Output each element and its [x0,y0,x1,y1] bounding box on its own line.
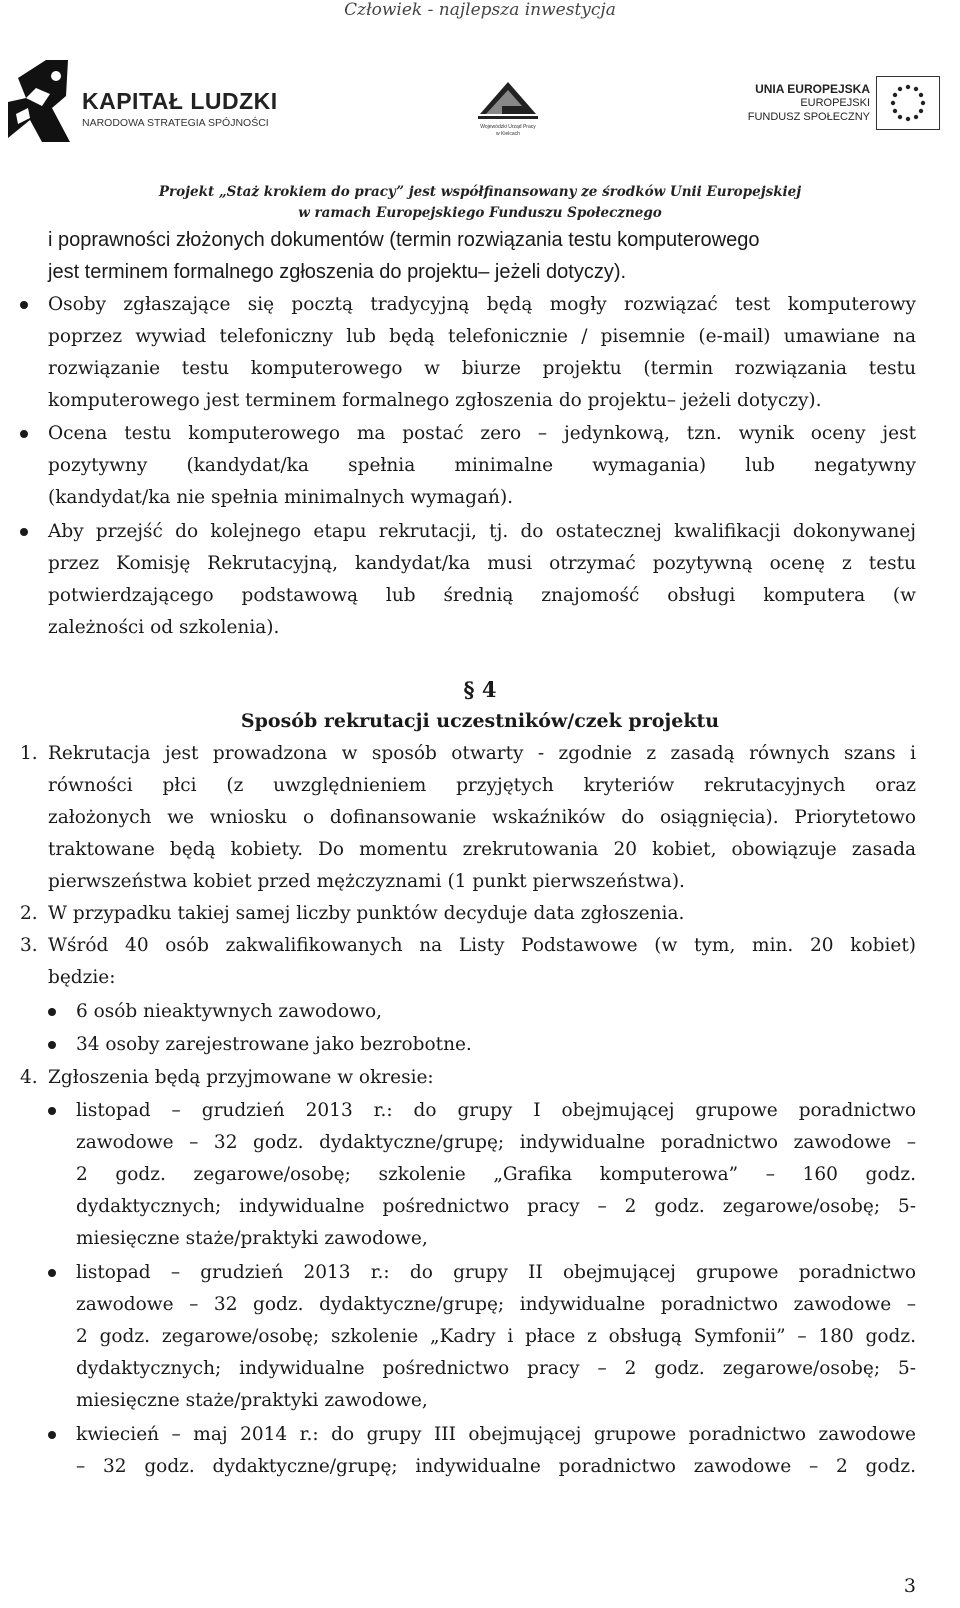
text-line: potwierdzającego podstawową lub średnią znajomość obsługi komputera (w [48,585,916,606]
header-motto: Człowiek - najlepsza inwestycja [344,0,616,20]
eu-european-label: EUROPEJSKI [800,97,870,109]
eu-fund-label: FUNDUSZ SPOŁECZNY [747,111,870,123]
text-line: Ocena testu komputerowego ma postać zero – jedynkową, tzn. wynik oceny jest [48,423,916,444]
text-line: miesięczne staże/praktyki zawodowe, [76,1390,428,1411]
text-line: 6 osób nieaktywnych zawodowo, [76,1001,382,1022]
text-line [48,225,916,255]
text-line: 34 osoby zarejestrowane jako bezrobotne. [76,1034,472,1055]
wup-city: w Kielcach [496,131,520,137]
section-number: § 4 [463,677,497,702]
eu-union-label: UNIA EUROPEJSKA [755,82,870,96]
kapital-ludzki-subtitle: NARODOWA STRATEGIA SPÓJNOŚCI [82,117,269,129]
list-number: 1. [20,743,38,764]
bullet-icon [20,528,28,536]
bullet-icon [48,1008,56,1016]
text-line: 2 godz. zegarowe/osobę; szkolenie „Grafika komputerowa” – 160 godz. [76,1164,916,1185]
text-line: miesięczne staże/praktyki zawodowe, [76,1228,428,1249]
text-line: komputerowego jest terminem formalnego zgłoszenia do projektu– jeżeli dotyczy). [48,390,822,411]
eu-logo [734,76,940,132]
text-line: rozwiązanie testu komputerowego w biurze projektu (termin rozwiązania testu [48,358,916,379]
text-line: Osoby zgłaszające się pocztą tradycyjną będą mogły rozwiązać test komputerowy [48,294,916,315]
text-line: równości płci (z uwzględnieniem przyjętych kryteriów rekrutacyjnych oraz [48,775,916,796]
text-line: poprzez wywiad telefoniczny lub będą telefonicznie / pisemnie (e-mail) umawiane na [48,326,916,347]
text-line: listopad – grudzień 2013 r.: do grupy II obejmującej grupowe poradnictwo [76,1262,916,1283]
bullet-icon [20,430,28,438]
list-number: 4. [20,1067,38,1088]
kapital-ludzki-emblem-icon [6,58,72,144]
text-line: Aby przejść do kolejnego etapu rekrutacji, tj. do ostatecznej kwalifikacji dokonywanej [48,521,916,542]
page-number: 3 [903,1575,916,1597]
bullet-icon [48,1431,56,1439]
text-line: kwiecień – maj 2014 r.: do grupy III obejmującej grupowe poradnictwo zawodowe [76,1424,916,1445]
text-line: traktowane będą kobiety. Do momentu zrekrutowania 20 kobiet, obowiązuje zasada [48,839,916,860]
project-info-line-2: w ramach Europejskiego Funduszu Społecznego [298,205,662,221]
text-line: Wśród 40 osób zakwalifikowanych na Listy Podstawowe (w tym, min. 20 kobiet) [48,935,916,956]
text-line-content: i poprawności złożonych dokumentów (termin rozwiązania testu komputerowego [48,229,760,251]
text-line: będzie: [48,967,116,988]
text-line: – 32 godz. dydaktyczne/grupę; indywidualne poradnictwo zawodowe – 2 godz. [76,1456,916,1477]
text-line: 2 godz. zegarowe/osobę; szkolenie „Kadry i płace z obsługą Symfonii” – 180 godz. [76,1326,916,1347]
text-line: W przypadku takiej samej liczby punktów decyduje data zgłoszenia. [48,903,685,924]
text-line: listopad – grudzień 2013 r.: do grupy I obejmującej grupowe poradnictwo [76,1100,916,1121]
bullet-icon [48,1107,56,1115]
text-line: (kandydat/ka nie spełnia minimalnych wymagań). [48,487,514,508]
project-info-line-1: Projekt „Staż krokiem do pracy” jest współfinansowany ze środków Unii Europejskiej [158,184,802,200]
text-line: zawodowe – 32 godz. dydaktyczne/grupę; indywidualne poradnictwo zawodowe – [76,1132,916,1153]
text-line: pozytywny (kandydat/ka spełnia minimalne wymagania) lub negatywny [48,455,916,476]
bullet-icon [48,1269,56,1277]
text-line: założonych we wniosku o dofinansowanie wskaźników do osiągnięcia). Priorytetowo [48,807,916,828]
text-line: Zgłoszenia będą przyjmowane w okresie: [48,1067,434,1088]
text-line: pierwszeństwa kobiet przed mężczyznami (1 punkt pierwszeństwa). [48,871,685,892]
kapital-ludzki-title: KAPITAŁ LUDZKI [82,88,278,114]
kapital-ludzki-logo [6,58,276,144]
section-title: Sposób rekrutacji uczestników/czek projektu [240,710,720,732]
text-line: przez Komisję Rekrutacyjną, kandydat/ka musi otrzymać pozytywną ocenę z testu [48,553,916,574]
bullet-icon [48,1041,56,1049]
wup-logo [472,76,544,138]
text-line: zależności od szkolenia). [48,617,280,638]
text-line: dydaktycznych; indywidualne pośrednictwo pracy – 2 godz. zegarowe/osobę; 5- [76,1196,916,1217]
wup-name: Wojewódzki Urząd Pracy [480,124,536,130]
eu-text-block [748,82,870,124]
eu-flag-icon [876,76,940,130]
text-line: Rekrutacja jest prowadzona w sposób otwarty - zgodnie z zasadą równych szans i [48,743,916,764]
list-number: 3. [20,935,38,956]
list-number: 2. [20,903,38,924]
text-line: zawodowe – 32 godz. dydaktyczne/grupę; indywidualne poradnictwo zawodowe – [76,1294,916,1315]
text-line: dydaktycznych; indywidualne pośrednictwo pracy – 2 godz. zegarowe/osobę; 5- [76,1358,916,1379]
text-line: jest terminem formalnego zgłoszenia do projektu– jeżeli dotyczy). [48,261,627,283]
wup-arrow-icon [472,76,544,124]
bullet-icon [20,301,28,309]
